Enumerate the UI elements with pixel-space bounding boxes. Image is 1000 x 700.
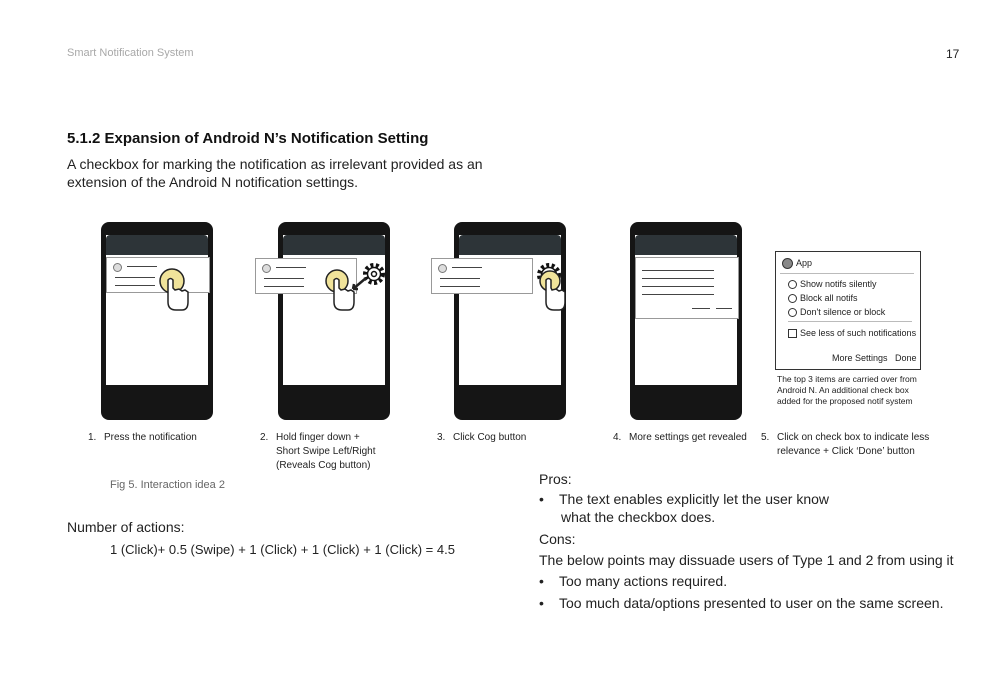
see-less-checkbox[interactable] (788, 329, 797, 338)
step-2-label: 2. Hold finger down + Short Swipe Left/Right (Reveals Cog button) (260, 432, 376, 471)
radio-show-silently[interactable] (788, 280, 797, 289)
page-number: 17 (946, 47, 960, 61)
app-bar (459, 235, 561, 255)
pros-item-line2: what the checkbox does. (561, 509, 716, 525)
app-bar (635, 235, 737, 255)
step-1-label: 1. Press the notification (88, 432, 197, 443)
app-label: App (796, 258, 813, 268)
app-icon (262, 264, 271, 273)
finger-click-icon (537, 266, 569, 316)
step-5-label: 5. Click on check box to indicate less relevance + Click ‘Done’ button (761, 432, 930, 457)
radio-dont-silence[interactable] (788, 308, 797, 317)
finger-swipe-icon (322, 266, 372, 316)
cons-item-2: Too much data/options presented to user on the same screen. (559, 595, 944, 611)
app-icon (782, 258, 793, 269)
pros-label: Pros: (539, 471, 572, 487)
phone-step-2 (278, 222, 390, 420)
radio-block-all[interactable] (788, 294, 797, 303)
finger-press-icon (155, 266, 195, 316)
notification-card-swiped (431, 258, 533, 294)
app-icon (113, 263, 122, 272)
option-dont-silence: Don't silence or block (800, 307, 886, 317)
cons-bullet-1: • (539, 573, 544, 589)
cons-item-1: Too many actions required. (559, 573, 728, 589)
cons-label: Cons: (539, 531, 576, 547)
pros-bullet: • (539, 491, 544, 507)
option-show-silently: Show notifs silently (800, 279, 877, 289)
section-title: 5.1.2 Expansion of Android N’s Notification Setting (67, 130, 429, 147)
figure-caption: Fig 5. Interaction idea 2 (110, 479, 225, 491)
cons-bullet-2: • (539, 595, 544, 611)
panel-caption: The top 3 items are carried over from Android N. An additional check box added for the proposed notif system (777, 374, 917, 406)
actions-label: Number of actions: (67, 519, 185, 535)
phone-step-3 (454, 222, 566, 420)
actions-formula: 1 (Click)+ 0.5 (Swipe) + 1 (Click) + 1 (Click) + 1 (Click) = 4.5 (110, 542, 455, 557)
running-header: Smart Notification System (67, 47, 194, 59)
phone-step-1 (101, 222, 213, 420)
option-block-all: Block all notifs (800, 293, 858, 303)
phone-screen (635, 235, 737, 385)
app-icon (438, 264, 447, 273)
step-3-label: 3. Click Cog button (437, 432, 527, 443)
phone-step-4 (630, 222, 742, 420)
app-bar (283, 235, 385, 255)
pros-item-line1: The text enables explicitly let the user know (559, 491, 830, 507)
step-4-label: 4. More settings get revealed (613, 432, 747, 443)
section-intro: A checkbox for marking the notification as irrelevant provided as an extension of the Android N notification settings. (67, 156, 483, 190)
cons-intro: The below points may dissuade users of Type 1 and 2 from using it (539, 552, 954, 568)
more-settings-button[interactable]: More Settings (832, 353, 888, 363)
checkbox-label: See less of such notifications (800, 328, 917, 338)
app-bar (106, 235, 208, 255)
expanded-settings-card (635, 257, 739, 319)
notification-settings-panel (775, 251, 921, 370)
done-button[interactable]: Done (895, 353, 917, 363)
